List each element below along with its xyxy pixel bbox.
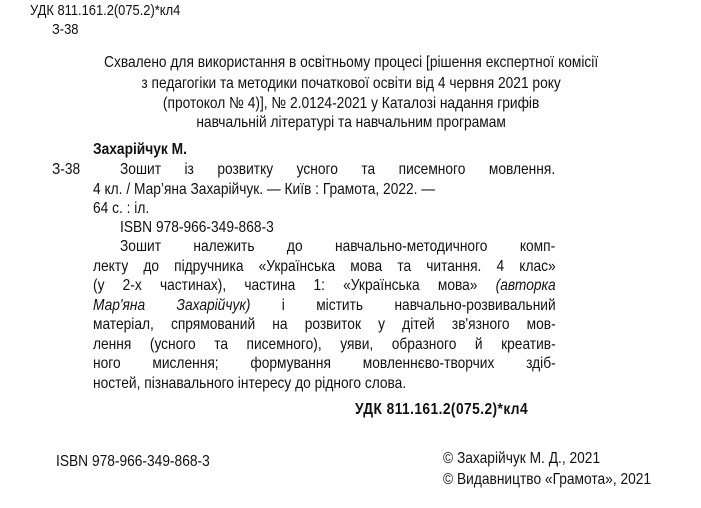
header-code: З-38 (52, 21, 79, 38)
annotation-line: матеріал, спрямований на розвиток у дітей зв'язного мов- (93, 316, 556, 333)
approval-line: навчальній літературі та навчальним програмам (196, 114, 506, 131)
annotation-italic: (авторка (495, 277, 556, 294)
approval-line: (протокол № 4)], № 2.0124-2021 у Каталозі надання грифів (162, 95, 540, 112)
annotation-line: ностей, пізнавального інтересу до рідного слова. (93, 375, 407, 392)
annotation-line: ного мислення; формування мовленнєво-творчих здіб- (93, 355, 556, 372)
record-title: 4 кл. / Мар’яна Захарійчук. — Київ : Грамота, 2022. — (93, 181, 436, 198)
annotation-line: Зошит належить до навчально-методичного комп- (120, 238, 556, 255)
annotation-italic: Мар'яна Захарійчук) (93, 297, 251, 314)
annotation-text: і містить навчально-розвивальний (281, 297, 556, 314)
annotation-line: лекту до підручника «Українська мова та читання. 4 клас» (93, 258, 556, 275)
annotation-text: (у 2-х частинах), частина 1: «Українська мова» (93, 277, 478, 294)
annotation-line: лення (усного та писемного), уяви, образного й креатив- (93, 336, 556, 353)
copyright-publisher: © Видавництво «Грамота», 2021 (443, 471, 652, 488)
header-udk: УДК 811.161.2(075.2)*кл4 (30, 2, 181, 19)
record-isbn: ISBN 978-966-349-868-3 (120, 219, 274, 236)
record-title: 64 с. : іл. (93, 200, 150, 217)
annotation-line (93, 297, 556, 315)
record-title: Зошит із розвитку усного та писемного мовлення. (120, 161, 556, 178)
approval-line: з педагогіки та методики початкової освіти від 4 червня 2021 року (141, 75, 561, 92)
record-udk: УДК 811.161.2(075.2)*кл4 (355, 401, 529, 418)
annotation-line (93, 277, 556, 295)
footer-isbn: ISBN 978-966-349-868-3 (56, 453, 210, 470)
record-author: Захарійчук М. (93, 141, 187, 158)
approval-line: Схвалено для використання в освітньому процесі [рішення експертної комісії (104, 54, 599, 71)
copyright-author: © Захарійчук М. Д., 2021 (443, 450, 601, 467)
record-code: З-38 (52, 161, 81, 178)
